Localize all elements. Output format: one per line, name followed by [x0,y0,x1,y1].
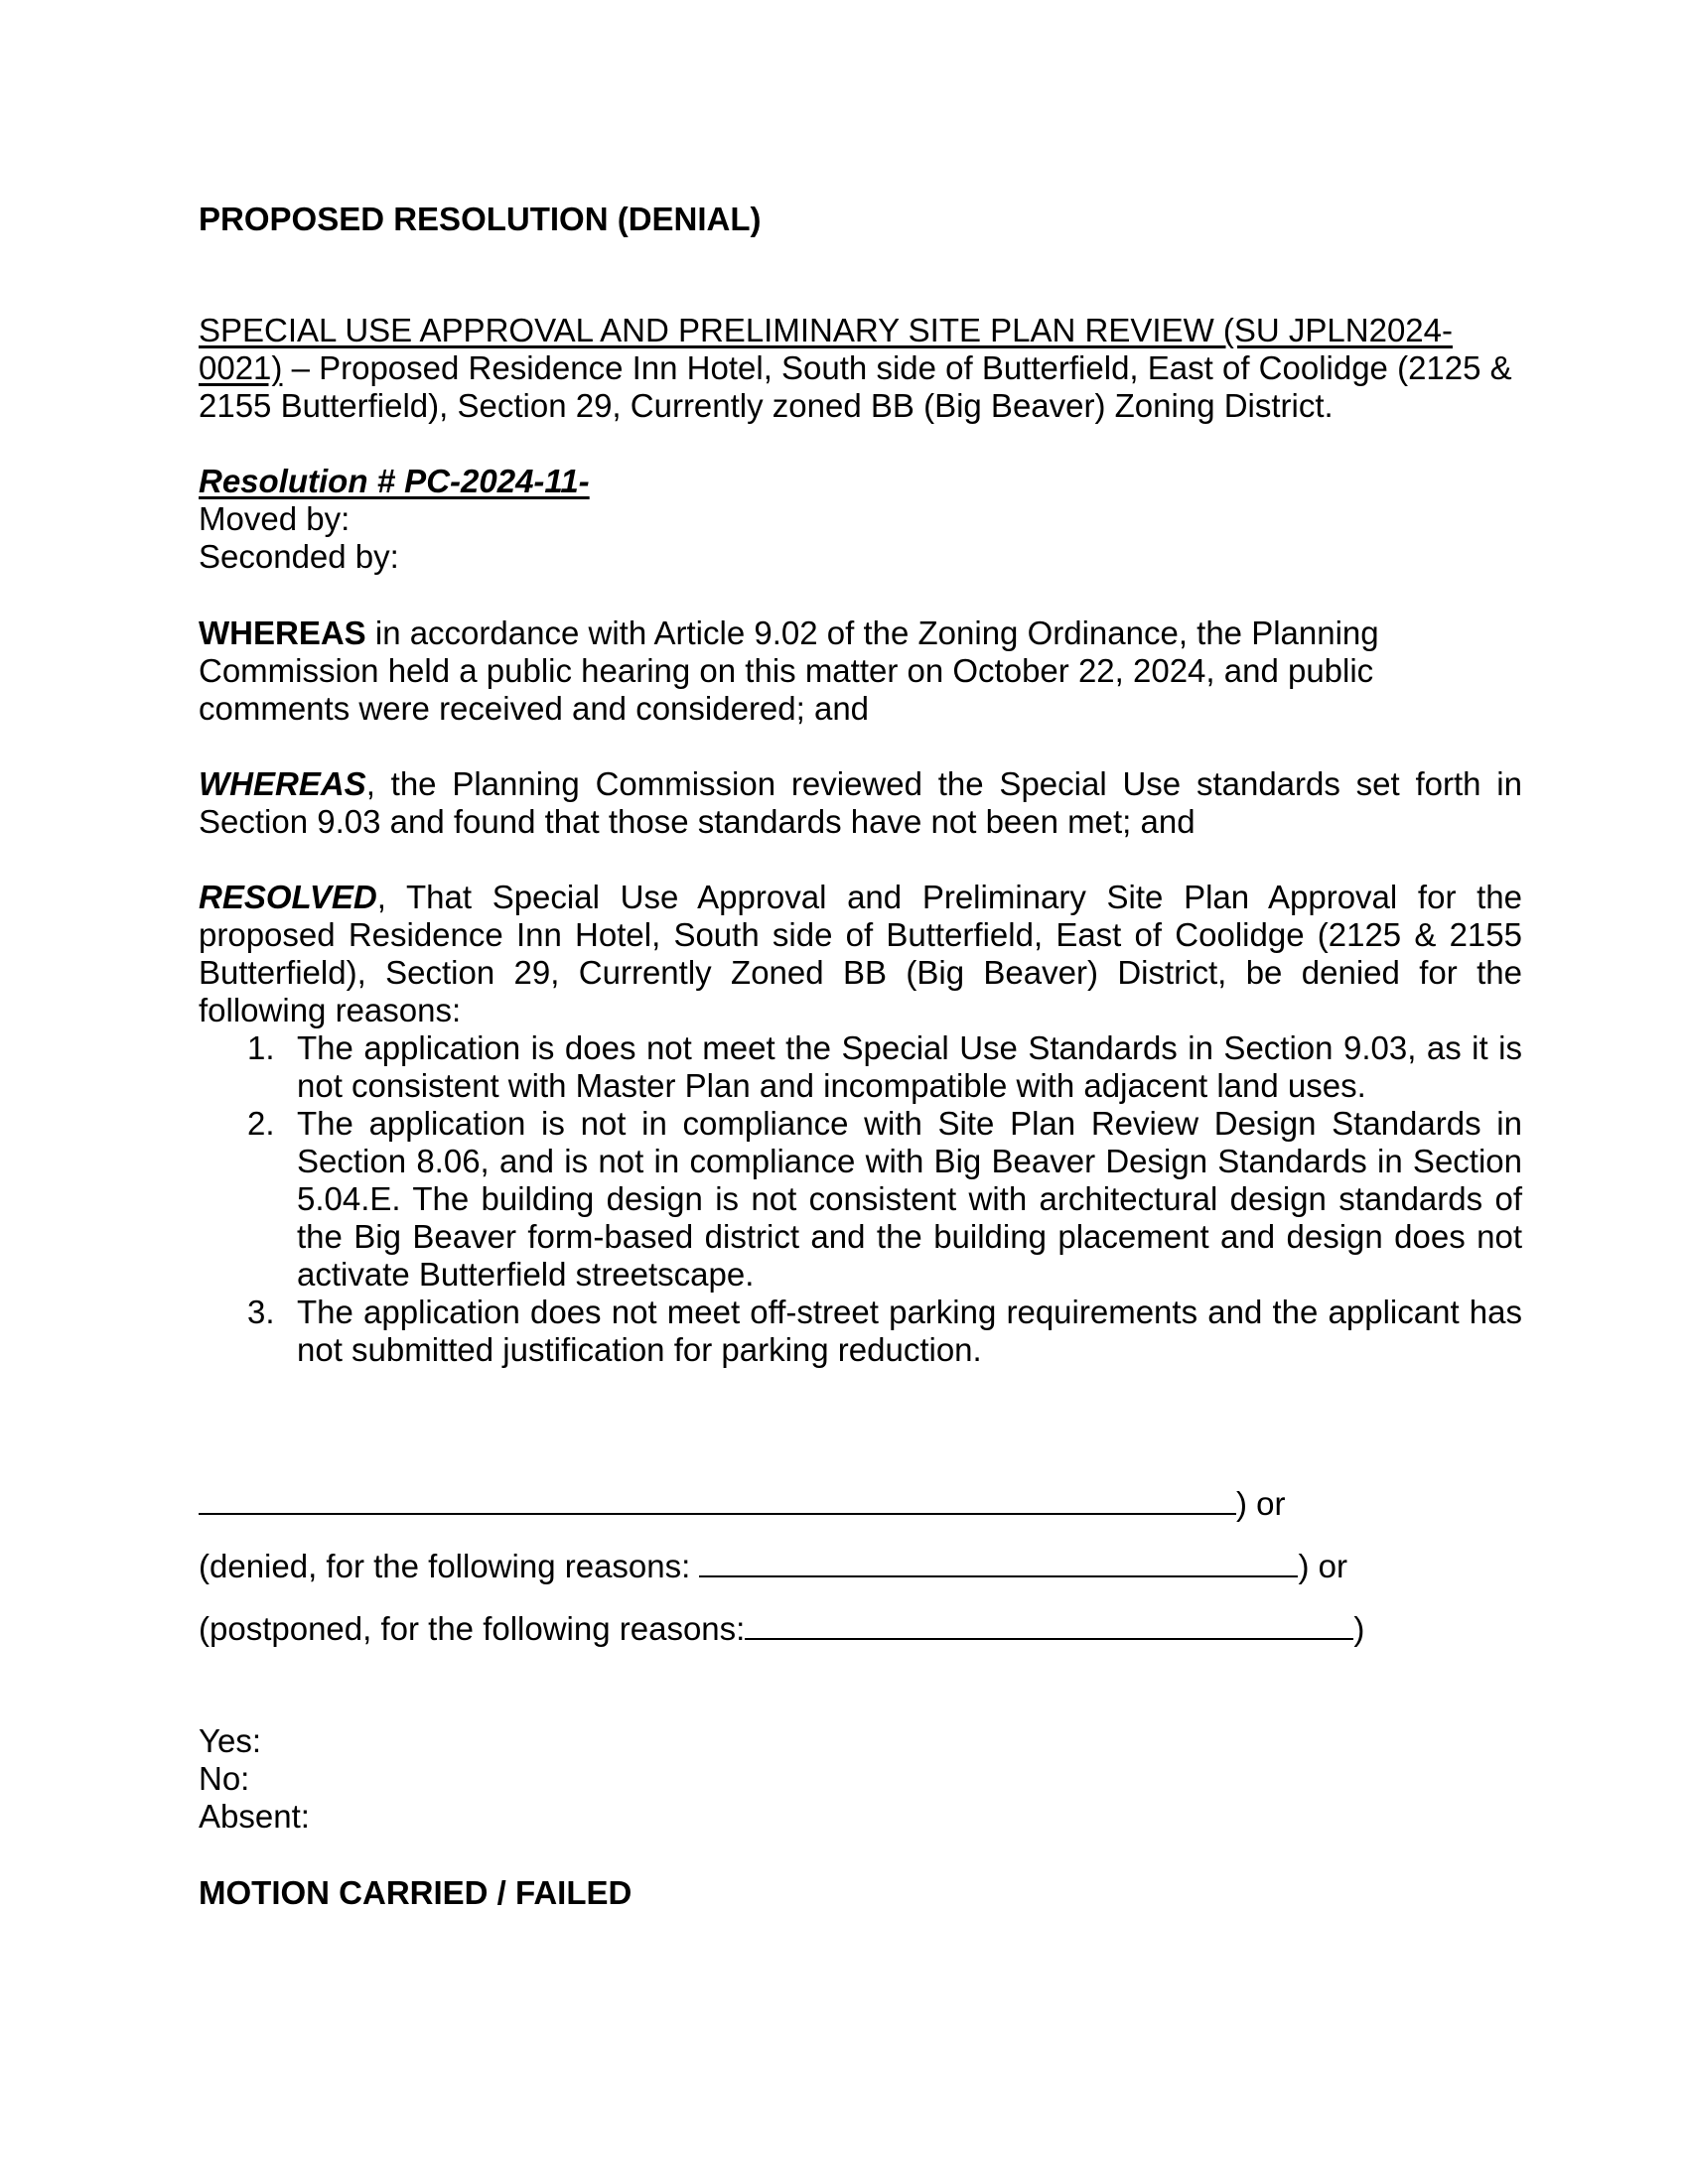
resolution-number: Resolution # PC-2024-11- [199,463,590,499]
list-item-number: 1. [247,1029,275,1066]
vote-no-label: No: [199,1760,250,1797]
list-item-text: The application does not meet off-street parking requirements and the applicant has not submitted justification for parking reduction. [297,1294,1522,1368]
whereas-2-text: , the Planning Commission reviewed the Special Use standards set forth in Section 9.03 and found that those standards have not been met; and [199,765,1522,840]
whereas-1-lead: WHEREAS [199,614,366,651]
vote-yes-label: Yes: [199,1722,262,1759]
subject-description: – Proposed Residence Inn Hotel, South side of Butterfield, East of Coolidge (2125 & 2155 Butterfield), Section 29, Currently zoned BB (Big Beaver) Zoning District. [199,349,1512,424]
denied-row [199,1548,1347,1585]
postponed-suffix: ) [1353,1610,1365,1647]
whereas-1-text: in accordance with Article 9.02 of the Zoning Ordinance, the Planning Commission held a public hearing on this matter on October 22, 2024, and public comments were received and considered; and [199,614,1379,727]
list-item-number: 3. [247,1294,275,1330]
subject-case-reference: SPECIAL USE APPROVAL AND PRELIMINARY SITE PLAN REVIEW (SU JPLN2024-0021) [199,312,1453,386]
denied-label: (denied, for the following reasons: [199,1548,700,1584]
vote-absent-label: Absent: [199,1798,310,1835]
approval-suffix: ) or [1236,1485,1286,1522]
whereas-paragraph-1 [199,614,1522,728]
resolution-subject [199,312,1522,425]
resolution-number-line [199,463,590,500]
list-item [199,1294,1522,1369]
resolved-text: , That Special Use Approval and Preliminary Site Plan Approval for the proposed Residence Inn Hotel, South side of Butterfield, East of Coolidge (2125 & 2155 Butterfield), Section 29, Currently Zoned BB (Big Beaver) District, be denied for the following reasons: [199,879,1522,1028]
resolved-paragraph [199,879,1522,1029]
denied-blank-line[interactable] [699,1548,1298,1577]
resolved-lead: RESOLVED [199,879,377,915]
list-item [199,1105,1522,1294]
postponed-row [199,1610,1364,1648]
postponed-blank-line[interactable] [745,1610,1353,1640]
moved-by-label: Moved by: [199,500,351,537]
whereas-2-lead: WHEREAS [199,765,366,802]
list-item-number: 2. [247,1105,275,1142]
postponed-label: (postponed, for the following reasons: [199,1610,746,1647]
list-item [199,1029,1522,1105]
whereas-paragraph-2 [199,765,1522,841]
list-item-text: The application is does not meet the Special Use Standards in Section 9.03, as it is not consistent with Master Plan and incompatible with adjacent land uses. [297,1029,1522,1104]
denied-suffix: ) or [1298,1548,1347,1584]
motion-result: MOTION CARRIED / FAILED [199,1874,633,1911]
approval-blank-line[interactable] [199,1485,1236,1515]
seconded-by-label: Seconded by: [199,538,399,575]
list-item-text: The application is not in compliance with Site Plan Review Design Standards in Section 8.06, and is not in compliance with Big Beaver Design Standards in Section 5.04.E. The building design is not consistent with architectural design standards of the Big Beaver form-based district and the building placement and design does not activate Butterfield streetscape. [297,1105,1522,1293]
page-title: PROPOSED RESOLUTION (DENIAL) [199,201,762,237]
approval-blank-row [199,1485,1286,1523]
denial-reasons-list [199,1029,1522,1369]
